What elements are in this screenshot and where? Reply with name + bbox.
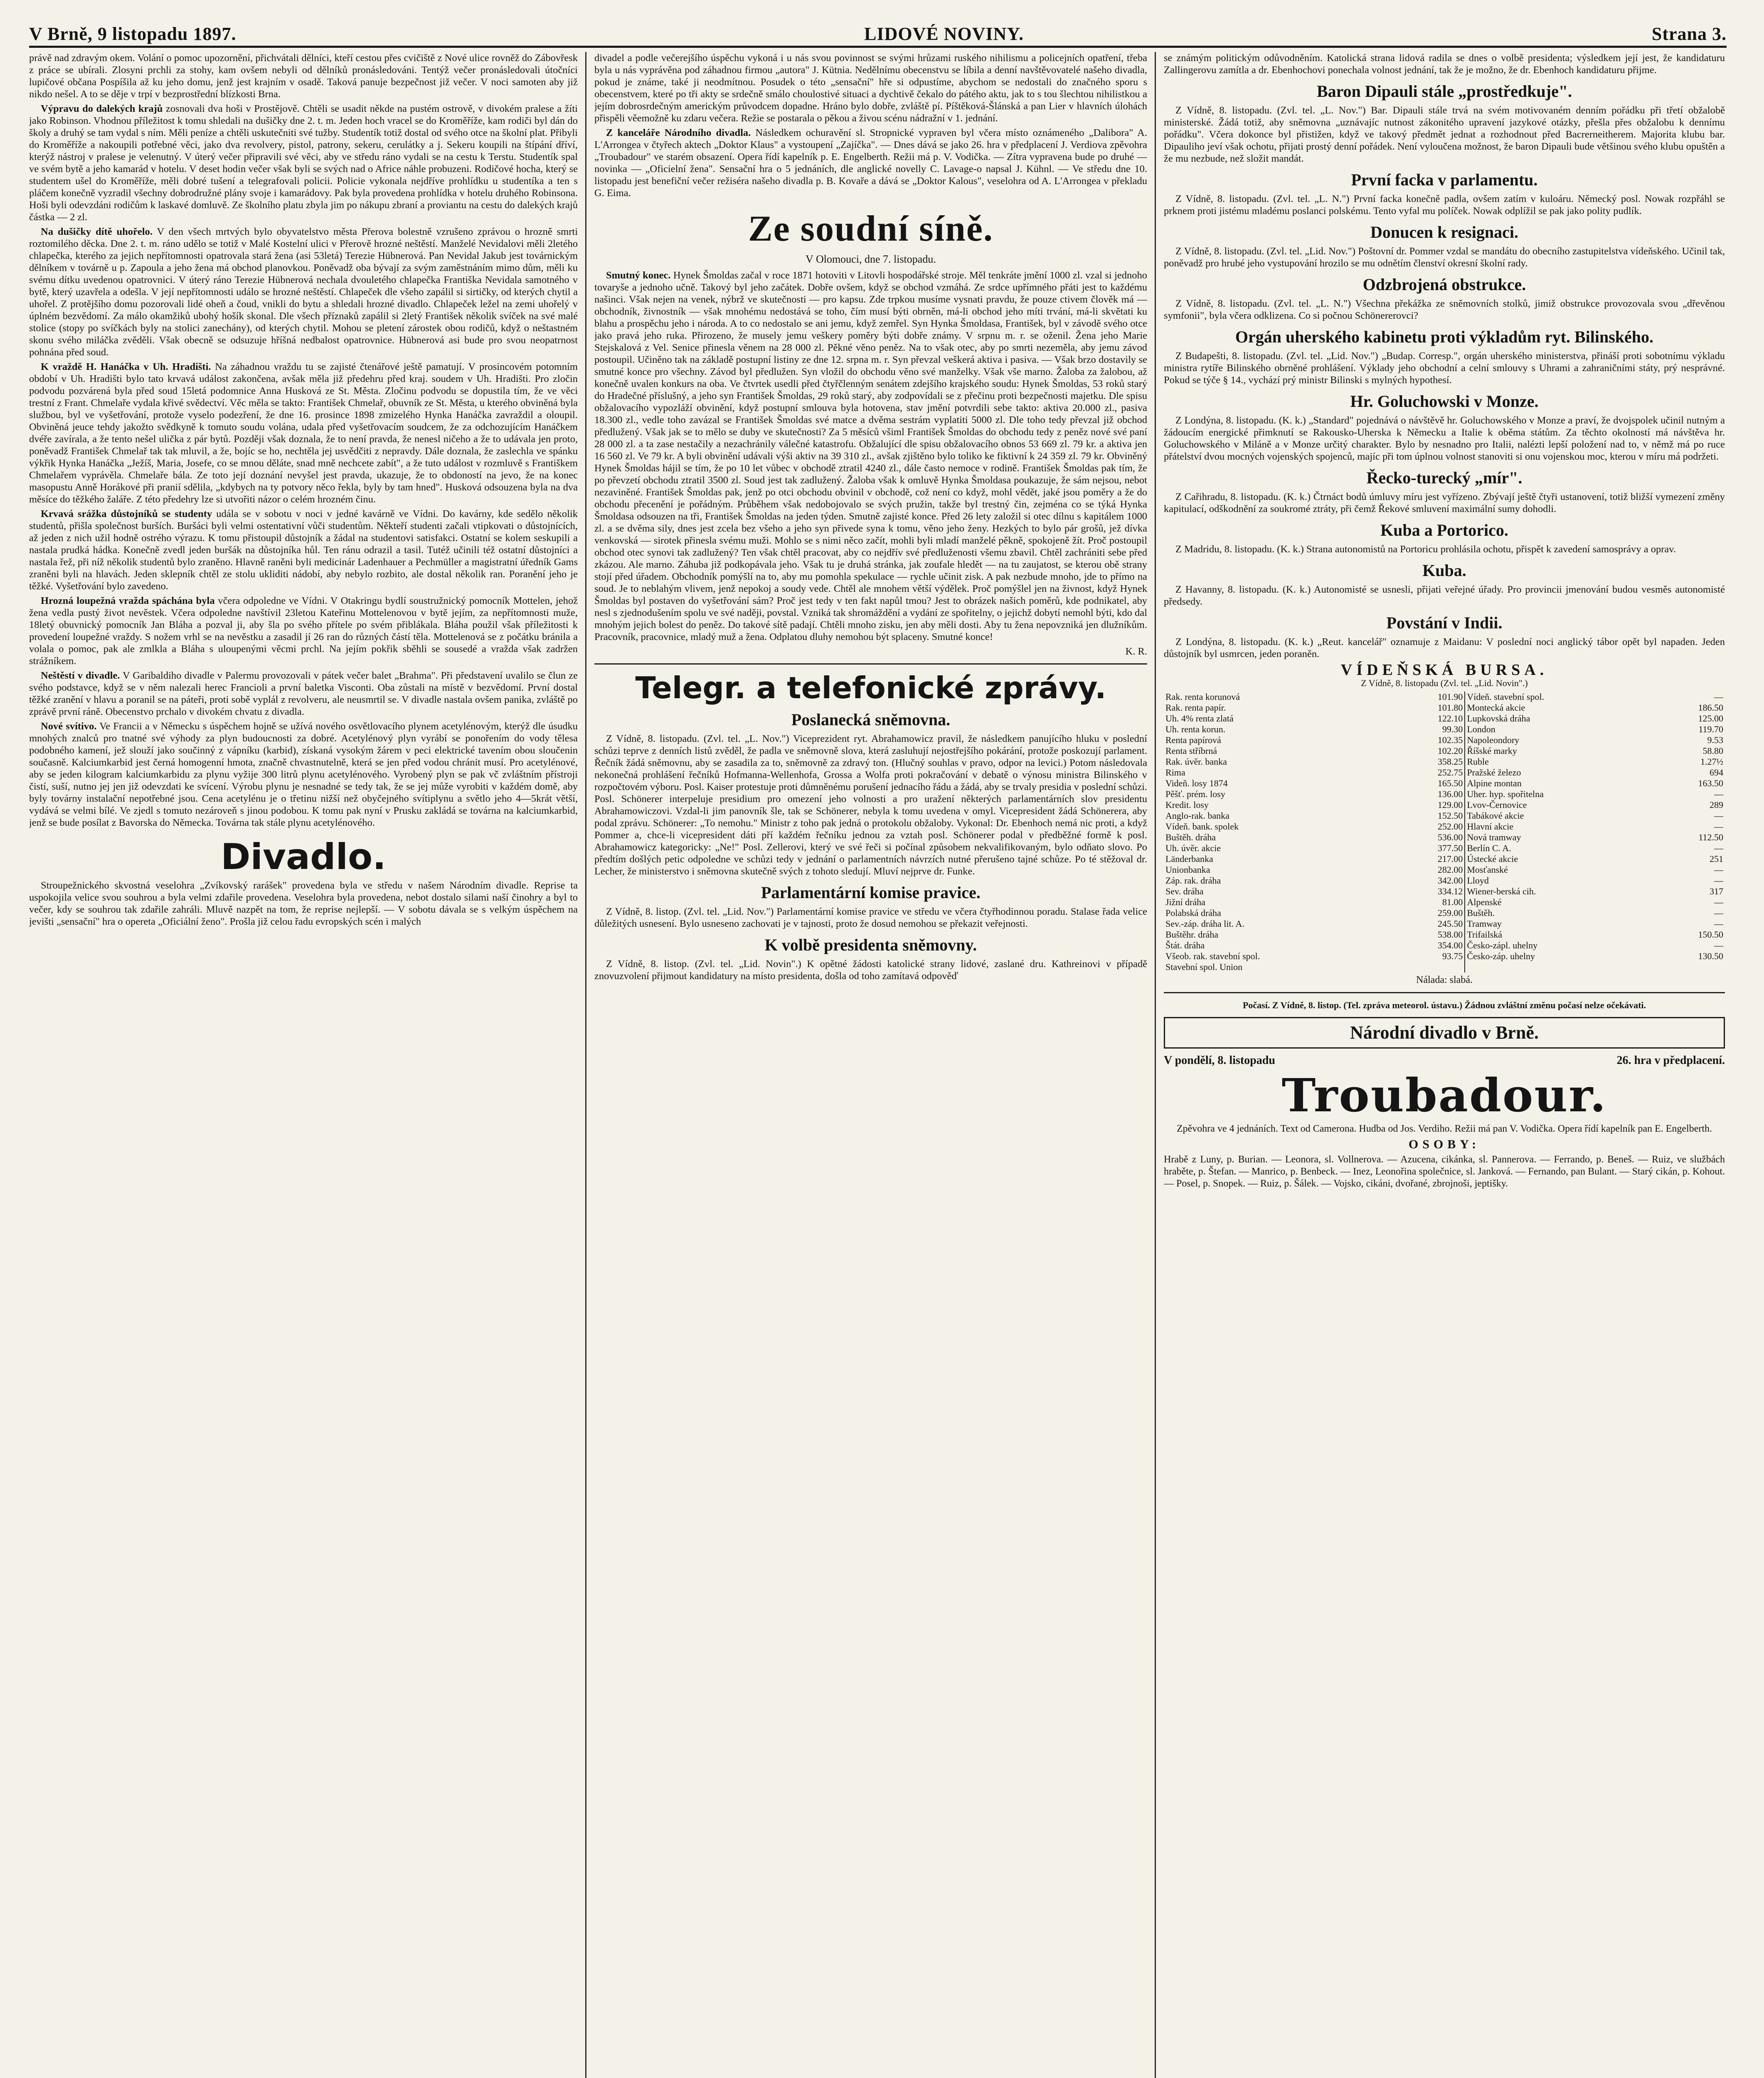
article-text: Z Havanny, 8. listopadu. (K. k.) Autonomisté se usnesli, přijati veřejné úřady. Pro provincii jmenování budou vesměs autonomisté předsedy. — [1164, 584, 1725, 607]
bourse-name: Pražské železo — [1467, 767, 1521, 778]
bourse-value: 9.53 — [1707, 735, 1723, 745]
bourse-row — [1164, 746, 1725, 756]
theatre-subscription: 26. hra v předplacení. — [1616, 1054, 1725, 1067]
article-text: právě nad zdravým okem. Volání o pomoc upozornění, přichvátali dělníci, kteří cestou přes cvičiště z Nové ulice rovněž do Zábovřesk z práce se ubírali. Zlosyni prchli za stohy, kam ovšem nebyli od dělníků pronásledováni. Tentýž večer pronásledovali útočníci lupičové občana Pospíšila až ku jeho domu, jenž jest krajním v osadě. Taková panuje bezpečnost již večer. V noci samoten aby již nikdo nešel. A to se děje v trpí v bezprostřední blízkosti Brna. — [29, 52, 578, 100]
article-text: Z Vídně, 8. listopadu. (Zvl. tel. „Lid. Nov.") Poštovní dr. Pommer vzdal se mandátu do obecního zastupitelstva vídeňského. Učinil tak, poněvadž pro hrubé jeho vystupování hrozilo se mu odnětím členství okresní školní rady. — [1164, 246, 1725, 269]
column-2 — [594, 52, 1147, 2078]
bourse-name: Polabská dráha — [1165, 908, 1221, 918]
subsection-title: Donucen k resignaci. — [1370, 223, 1518, 241]
article — [29, 226, 578, 358]
article — [29, 670, 578, 718]
bourse-value — [1396, 962, 1465, 973]
bourse-name: Berlín C. A. — [1467, 843, 1511, 853]
bourse-value: 289 — [1710, 800, 1723, 810]
bourse-value: — — [1714, 897, 1723, 907]
play-title: Troubadour. — [1281, 1069, 1607, 1122]
bourse-row — [1164, 918, 1725, 929]
bourse-name: Uh. úvěr. akcie — [1165, 843, 1221, 853]
article — [29, 720, 578, 829]
bourse-value: — — [1714, 821, 1723, 832]
subsection-title: Kuba a Portorico. — [1380, 521, 1508, 539]
theatre-dateline — [1164, 1054, 1725, 1066]
bourse-row — [1164, 789, 1725, 800]
bourse-value: 136.00 — [1396, 789, 1465, 800]
bourse-value: — — [1714, 908, 1723, 918]
bourse-name — [1465, 962, 1657, 973]
bourse-row — [1164, 767, 1725, 778]
bourse-row — [1164, 929, 1725, 940]
bourse-value: — — [1714, 918, 1723, 929]
article — [29, 595, 578, 667]
weather-note: Počasí. Z Vídně, 8. listop. (Tel. zpráva meteorol. ústavu.) Žádnou zvláštní změnu počasí nelze očekávati. — [1242, 1000, 1646, 1010]
bourse-value: — — [1714, 789, 1723, 799]
bourse-name: Rima — [1165, 767, 1185, 778]
bourse-name: Buštěh. dráha — [1165, 832, 1216, 842]
bourse-value: 334.12 — [1396, 886, 1465, 897]
article-text: V den všech mrtvých bylo obyvatelstvo města Přerova bolestně vzrušeno zprávou o hrozně smrti roztomilého děcka. Dne 2. t. m. ráno udělo se totiž v Malé Kostelní ulici v Přerově hrozné neštěstí. Manželé Nevidalovi měli 2letého chlapečka, kterého za jejich nepřítomnosti opatrovala stará žena (asi 53letá) Terezie Hübnerová. Pan Nevidal Jakub jest továrnickým dělníkem v továrně u p. Zapoula a jeho žena má obchod planovkou. Poněvadž oba bývají za svým zaměstnáním mimo dům, měli ku svému dítku uvedenou opatrovnici. V úterý ráno Terezie Hübnerová nechala dvouletého chlapečka Františka Nevidala samotného v bytě, který uzavřela a odešla. V její nepřítomnosti událo se hrozné neštěstí. Chlapeček dle všeho zapálil si sirtičky, od kterých chytil a uhořel. Z protějšího domu pozorovali lidé oheň a čoud, vnikli do bytu a shledali hrozné divadlo. Chlapeček ležel na zemi uhořelý v úplném bezvědomí. Za málo okamžiků ubohý hošík skonal. Dle všech příznaků zapálil si 2letý František několik svíček na své malé stolice (stopy po svíčkách byly na stolici zanechány), od kterých chytil. Mohou se pletení zárostek obou rodičů, když o neštastném skonu svého miláčka zvěděli. Však obecně se odsuzuje hříšná nedbalost opatrovnice. Hübnerová asi bude pro svou neopatrnost pohnána před soud. — [29, 226, 578, 358]
article-text: Z Vídně, 8. listopadu. (Zvl. tel. „L. N.") Všechna překážka ze sněmovních stolků, jimiž obstrukce provozovala svou „dřevěnou symfonii", byla včera odklizena. Co si počnou Schönererovci? — [1164, 298, 1725, 321]
bourse-value: 536.00 — [1396, 832, 1465, 843]
bourse-name: Česko-zápl. uhelny — [1467, 940, 1538, 950]
bourse-name: Záp. rak. dráha — [1165, 875, 1221, 886]
bourse-value: — — [1714, 843, 1723, 853]
bourse-value — [1657, 962, 1725, 973]
article-text: Z Londýna, 8. listopadu. (K. k.) „Standard" pojednává o návštěvě hr. Goluchowského v Monze a praví, že dvojspolek učinil nutným a žádoucím energické přimknutí se Rakousko-Uherska k Německu a Italie k oběma státům. Za těchto okolností má návštěva hr. Goluchowského v Miláně a v Monze určitý charakter. Bylo by nesnadno pro Italii, nalézti lepší položení nad to, v němž má po ruce přátelství dvou mocných vojenských spojenců, majíc při tom úplnou volnost stanoviti si onu vojenskou moc, kterou v míru má podržeti. — [1164, 415, 1725, 462]
bourse-name: Ústecké akcie — [1467, 854, 1518, 864]
bourse-row — [1164, 702, 1725, 713]
bourse-value: 112.50 — [1698, 832, 1723, 842]
bourse-row — [1164, 713, 1725, 724]
bourse-row — [1164, 854, 1725, 864]
section-rule — [1164, 992, 1725, 993]
bourse-value: — — [1714, 875, 1723, 886]
article-lead: Hrozná loupežná vražda spáchána byla — [41, 595, 215, 606]
article-text: Ve Francii a v Německu s úspěchem hojně se užívá nového osvětlovacího plynem acetylénovým, kterýž dle úsudku mnohých znalců pro tnatné své výhody za plyn budoucnosti za dobré. Acetylénový plyn vyrábí se ponořením do vody tělesa podobného kamení, jež slouží jako součinný z vápníku (karbid), získaná vysokým žárem v peci elektrické tavením obou sloučenin současně. Kalciumkarbid jest černá homogenní hmota, značně chvastnutelně, která se jen před vodou chránit musí. Pro acetylénové, aby se jeden kilogram kalciumkarbidu za plynu vyžije 300 litrů plynu acetylénového. Vyrobený plyn se pak vč zvláštním přístroji čistí, suší, nutno jej jen již odevzdati ke svícení. Výrobu plynu je nesnadné se tedy tak, že se jej může vyrobiti v každém domě, aby byly továrny instalační nepotřebné jsou. Cena acetylénu je o třetinu nižší než obyčejného svítiplynu a světlo jeho 4—5krát větší, vydává se velmi bílé. Ve zjedl s tomuto nezároveň s jinou podobou. K tomu pak nyní v Prusku zakládá se továrna na kalciumkarbid, jenž se bude posílat z Bavorska do Německa. Továrna tak stále plynu acetylénového. — [29, 721, 578, 828]
bourse-name: Ruble — [1467, 756, 1489, 767]
article-text: Z Budapešti, 8. listopadu. (Zvl. tel. „Lid. Nov.") „Budap. Corresp.", orgán uherského ministerstva, přináší proti sobotnímu výkladu ministra rytíře Bilinského obrněné prohlášení. Výklady jeho obchodní a celní smlouvy s Uhrami a zahraničními státy, prý nesprávné. Pokud se týče § 14., vychází prý ministr Bilinski s mylných hypothesí. — [1164, 350, 1725, 386]
bourse-name: Videň. losy 1874 — [1165, 778, 1228, 788]
bourse-name: Vídeň. stavební spol. — [1467, 692, 1545, 702]
article-lead: Krvavá srážka důstojníků se studenty — [41, 508, 212, 520]
bourse-value: 317 — [1710, 886, 1723, 896]
subsection-title: Povstání v Indii. — [1386, 613, 1503, 632]
subsection-title: K volbě presidenta sněmovny. — [764, 936, 977, 954]
bourse-mood: Nálada: slabá. — [1416, 975, 1473, 985]
bourse-name: Alpine montan — [1467, 778, 1522, 788]
bourse-value: 186.50 — [1698, 702, 1723, 713]
bourse-name: Renta papírová — [1165, 735, 1221, 745]
article-text: Stroupežnického skvostná veselohra „Zvíkovský rarášek" provedena byla ve středu v našem Národním divadle. Reprise ta uspokojila velice svou souhrou a byla velmi zdařile provedena. Veselohra byla provedena, nebot dostalo silami naší činohry a byl to večer, kdy se souhrou tak zdařile zahráli. Mluvě nazpět na tom, že reprise nejlepší. — V sobotu dávala se s velkým úspěchem na jevišti „sensační" hra o opereta „Oficiální ženo". Prošla již celou řadu evropských scén i malých — [29, 880, 578, 927]
bourse-name: Trifailská — [1467, 929, 1503, 940]
bourse-row — [1164, 735, 1725, 746]
article-text: včera odpoledne ve Vídni. V Otakringu bydlí soustružnický pomocník Mottelen, jehož žena vedla pustý život nevěstek. Včera odpoledne navštívil 23letou Kateřinu Mottelenovou v bytě jejím, za nepřítomnosti muže, 18letý obuvnický pomocník Jan Bláha a pozval ji, aby šla po svého přítele po svém přiblákala. Bláha použil však příležitosti k provedení loupežné vraždy. S nožem vrhl se na nevěstku a zasadil jí 26 ran do různých částí těla. Mottelenová se z počátku bránila a volala o pomoc, pak ale zmlkla a Bláha s uloupenými věcmi prchl. Na jejím pokřik sběhli se sousedé a vražda však zadržen strážníkem. — [29, 595, 578, 667]
article-lead: Neštěstí v divadle. — [41, 670, 120, 681]
section-title-divadlo: Divadlo. — [221, 836, 386, 878]
bourse-row — [1164, 832, 1725, 843]
article — [29, 508, 578, 592]
article-lead: Nové svítivo. — [41, 721, 97, 732]
bourse-row — [1164, 724, 1725, 735]
bourse-name: Uh. renta korun. — [1165, 724, 1226, 734]
bourse-name: Rak. úvěr. banka — [1165, 756, 1227, 767]
subsection-title: Řecko-turecký „mír". — [1366, 468, 1523, 487]
bourse-name: Montecká akcie — [1467, 702, 1525, 713]
bourse-name: Anglo-rak. banka — [1165, 810, 1229, 821]
bourse-name: Kredit. losy — [1165, 800, 1209, 810]
bourse-name: Štát. dráha — [1165, 940, 1205, 950]
bourse-value: 377.50 — [1396, 843, 1465, 854]
bourse-name: Vídeň. bank. spolek — [1165, 821, 1239, 832]
section-title-telegrams: Telegr. a telefonické zprávy. — [635, 670, 1106, 705]
article-text: Následkem ochuravění sl. Stropnické vypraven byl včera místo oznámeného „Dalibora" A. L'Arrongea v čtyřech aktech „Doktor Klaus" a vystoupení „Zajíčka". — Dnes dává se jako 26. hra v předplacení J. Verdiova zpěvohra „Troubadour" ve starém obsazení. Opera řídí kapelník p. E. Engelberth. Režii má p. V. Vodička. — Zítra vypravena bude po druhé — novinka — „Oficielní žena". Sensační hra o 5 jednáních, dle anglické novelly C. Lavage-o napsal J. Kühnl. — Ve středu dne 10. listopadu jest benefiční večer režiséra našeho divadla p. B. Kovaře a dává se „Doktor Kalous", veselohra od A. L'Arrongea v překladu G. Eima. — [594, 127, 1147, 199]
bourse-value: 252.00 — [1396, 821, 1465, 832]
article-text: Z Cařihradu, 8. listopadu. (K. k.) Čtrnáct bodů úmluvy míru jest vyřízeno. Zbývají ještě čtyři ustanovení, totiž bližší vymezení změny kapitulací, odškodnění za soukromé ztráty, při čemž Řekové smluvení maximální sumy dohodli. — [1164, 491, 1725, 515]
bourse-value: 99.30 — [1396, 724, 1465, 735]
bourse-value: 251 — [1710, 854, 1723, 864]
bourse-value: 217.00 — [1396, 854, 1465, 864]
bourse-name: Uh. 4% renta zlatá — [1165, 713, 1234, 724]
article-lead: K vraždě H. Hanáčka v Uh. Hradišti. — [41, 361, 211, 372]
bourse-name: Stavební spol. Union — [1165, 962, 1243, 972]
bourse-name: Rak. renta korunová — [1165, 692, 1240, 702]
bourse-name: Mosťanské — [1467, 864, 1508, 875]
bourse-name: Jižní dráha — [1165, 897, 1205, 907]
bourse-value: 81.00 — [1396, 897, 1465, 908]
header-date: V Brně, 9 listopadu 1897. — [29, 23, 237, 44]
bourse-name: Sev.-záp. dráha lit. A. — [1165, 918, 1244, 929]
newspaper-title: LIDOVÉ NOVINY. — [864, 23, 1024, 44]
theatre-title: Národní divadlo v Brně. — [1350, 1022, 1539, 1043]
bourse-value: 342.00 — [1396, 875, 1465, 886]
bourse-name: Sev. dráha — [1165, 886, 1204, 896]
bourse-name: Lloyd — [1467, 875, 1489, 886]
bourse-value: 152.50 — [1396, 810, 1465, 821]
article-lead: Smutný konec. — [606, 270, 671, 281]
bourse-value: 150.50 — [1698, 929, 1723, 940]
subsection-title: První facka v parlamentu. — [1351, 170, 1538, 189]
bourse-row — [1164, 886, 1725, 897]
section-dateline: V Olomouci, dne 7. listopadu. — [806, 253, 936, 265]
page-header — [29, 23, 1727, 44]
theatre-date: V pondělí, 8. listopadu — [1164, 1054, 1275, 1067]
bourse-name: Buštěh. — [1467, 908, 1495, 918]
bourse-value: 694 — [1710, 767, 1723, 778]
bourse-value: — — [1714, 864, 1723, 875]
bourse-name: Hlavní akcie — [1467, 821, 1514, 832]
bourse-name: Pěšť. prém. losy — [1165, 789, 1225, 799]
bourse-name: Unionbanka — [1165, 864, 1210, 875]
theatre-box — [1164, 1017, 1725, 1049]
bourse-name: Tramway — [1467, 918, 1502, 929]
bourse-row — [1164, 897, 1725, 908]
article-lead: Výpravu do dalekých krajů — [41, 103, 163, 114]
article-text: Na záhadnou vraždu tu se zajisté čtenářové ještě pamatují. V prosincovém potomním období v Uh. Hradišti bylo tato krvavá událost zakončena, avšak měla již předehru před kraj. soudem v Uh. Hradišti. Pro zločin podvodu pozvárená byla před soud 15letá podomnice Anna Husková ze St. Města. Zločinu podvodu se dopustila tím, že ve věci trestní z Frant. Chmelaře vydala křivé svědectví. Věc měla se takto: František Chmelař, obuvník ze St. Města, u kterého obviněná byla službou, byl ve vyšetřování, protože vyselo podezření, že dne 16. prosince 1898 zmizelého Hynka Hanáčka zavraždil a oloupil. Obviněná jeuce tehdy jakožto svědkyně k tomuto soudu volána, udala před vyšetřovacím soudcem, že za odchozujícím Hanáčkem dvéře zavírala, a že tento nešel ulička z pár bytů. Později však doznala, že to není pravda, že nenesl ničeho a že to udávala jen proto, poněvadž František Chmelař tak tak mluvil, a že, bojíc se ho, nechtěla jej usvědčiti z nepravdy. Dále doznala, že zaslechla ve spánku výkřik Hynka Hanáčka „Ježíš, Maria, Josefe, co se mnou děláte, snad mně nechcete zabít", a že tuto událost v rozmluvě s Františkem Chmelařem vyprávěla. Chmelaře bála. Ze toto její doznání nevyšel jest pravda, ukazuje, že to obdoností na jevo, že na konec masopustu Anně Horákové při pranií sdělila, „kdybych na ty potvory něco řekla, byly by tam hned". Husková odsouzena byla na dva měsíce do těžkého žaláře. Z této předehry lze si utvořiti názor o celém hrozném činu. — [29, 361, 578, 505]
cast-heading: OSOBY: — [1408, 1137, 1481, 1151]
article — [594, 127, 1147, 199]
section-title-soudni-sin: Ze soudní síně. — [748, 209, 993, 249]
article-text: Z Vídně, 8. listop. (Zvl. tel. „Lid. Nov.") Parlamentární komise pravice ve středu ve včera čtyřhodinnou poradu. Stalase řada velice důležitých usnesení. Bylo usneseno zachovati je v tajnosti, proto že dosud nemohou se překazit veřejnosti. — [594, 906, 1147, 929]
bourse-row — [1164, 778, 1725, 789]
bourse-value: 538.00 — [1396, 929, 1465, 940]
column-divider-2 — [1155, 52, 1156, 2078]
article — [594, 269, 1147, 643]
article-text: Z Londýna, 8. listopadu. (K. k.) „Reut. kancelář" oznamuje z Maidanu: V poslední noci anglický tábor opět byl napaden. Jeden důstojník byl usmrcen, jeden poraněn. — [1164, 636, 1725, 660]
bourse-row — [1164, 810, 1725, 821]
bourse-name: Länderbanka — [1165, 854, 1213, 864]
bourse-row — [1164, 908, 1725, 918]
subsection-title: Poslanecká sněmovna. — [791, 710, 951, 729]
article-text: Z Vídně, 8. listop. (Zvl. tel. „Lid. Novin".) K opětné žádosti katolické strany lidové, zaslané dru. Kathreinovi v případě znovuzvolení přijmout kandidatury na místo presidenta, došla od toho zamítavá odpověď — [594, 958, 1147, 982]
bourse-value: — — [1714, 692, 1723, 702]
bourse-name: Wiener-berská cih. — [1467, 886, 1536, 896]
bourse-name: Alpenské — [1467, 897, 1502, 907]
bourse-value: 93.75 — [1396, 951, 1465, 962]
bourse-dateline: Z Vídně, 8. listopadu (Zvl. tel. „Lid. Novin".) — [1361, 678, 1528, 688]
bourse-name: Lupkovská dráha — [1467, 713, 1530, 724]
bourse-value: 282.00 — [1396, 864, 1465, 875]
bourse-name: Uher. hyp. spořitelna — [1467, 789, 1544, 799]
subsection-title: Orgán uherského kabinetu proti výkladům ryt. Bilinského. — [1235, 327, 1654, 346]
column-3 — [1164, 52, 1725, 2078]
bourse-name: Buštěhr. dráha — [1165, 929, 1219, 940]
bourse-value: 358.25 — [1396, 756, 1465, 767]
article-signature: K. R. — [1125, 646, 1147, 657]
subsection-title: Hr. Goluchowski v Monze. — [1350, 392, 1539, 411]
bourse-value: 102.35 — [1396, 735, 1465, 746]
bourse-table — [1164, 692, 1725, 973]
article-text: V Garibaldiho divadle v Palermu provozovali v pátek večer balet „Brahma". Při představení uvalilo se člun ze svého podstavce, když se v něm nalezali herec Francioli a první baletka Visconti. Oba zůstali na místě v bezvědomí. První dostal těžké zranění v hlavu a poranil se na páteři, proti sobě vyplál z revolveru, ale neusmrtil se. V divadle nastala ovšem panika, zvláště po zprávě první ráně. Obecenstvo prchalo v divokém chvatu z divadla. — [29, 670, 578, 717]
article-text: divadel a podle večerejšího úspěchu vykoná i u nás svou povinnost se svými hrůzami ruského nihilismu a policejních opatření, třeba byla u nás vyprávěna pod záhadnou firmou „autora" J. Kütnia. Nedělnímu obecenstvu se líbila a denní navštěvovatelé našeho divadla, pokud je známe, také ji neodmítnou. Posudek o této „sensační" hře si odpustíme, abychom se nedostali do značného sporu s obecenstvem, které po tři akty se srdečně smálo choulostivé situaci a dychtivě čekalo do pátého aktu, jak to s tou šlechtou nihilistkou a jejím dobrosrdečným americkým průvodcem dopadne. Hráno bylo dobře, zvláště pí. Píštěková-Šlánská a pan Lier v hlavních úlohách přispěli věemožně ku zdaru večera. Režie se postarala o pěkou a živou scénu nádražní v 1. jednání. — [594, 52, 1147, 124]
bourse-name: Česko-záp. uhelny — [1467, 951, 1535, 961]
bourse-value: 129.00 — [1396, 800, 1465, 810]
bourse-name: Renta stříbrná — [1165, 746, 1217, 756]
article-text: Hynek Šmoldas začal v roce 1871 hotoviti v Litovli hospodářské stroje. Měl tenkráte jmění 1000 zl. vzal si jednoho tovaryše a jednoho učně. Takový byl jeho začátek. Dobře ovšem, když se obchod vzmáhá. Ze srdce upřímného přáti jest to každému našinci. Však nejen na venek, nýbrž ve skutečnosti — pro kapsu. Zde trpkou musíme vysnati pravdu, že pouze ctivem člověk má — obchodník, živnostník — však mnohému nedostává se toho, čím musí býti obrněn, má-li obchod jeho míti trvání, má-li skvětati ku blahu a prospěchu jeho i národa. A to co nedostalo se ani jemu, když zemřel. Syn Hynka Šmoldasa, František, byl v závodě svého otce jako pravá jeho ruka. Přirozeno, že musely jemu veškery poměry býti dobře známy. V srpnu m. r. se oženil. Žena jeho Marie Stejskalová z Vel. Senice přinesla věnem na 28 000 zl. Pěkné věno peněz. Na to však otec, aby po smrti nezeměla, aby jemu závod postoupil. Učiněno tak na základě postupní listiny ze dne 12. srpna m. r. Syn převzal veškerá aktiva i pasiva. — Však brzo dostavily se smutné konce pro všechny. Závod byl předlužen. Syn vložil do obchodu věno své manželky. Však vše marno. Žaloba za žalobou, až konečně uvalen konkurs na oba. Ve čtvrtek usedli před čtyřčlenným senátem zdejšího krajského soudu: Hynek Šmoldas, 53 roků starý do Hradečné příslušný, a jeho syn František Šmoldas, 29 roků starý, aby zodpovídali se z přečinu proti bezpečnosti majetku. Dle spisu obžalovacího vypozláží obvinění, když postupní smlouva byla hotovena, stav jmění potvrdili sebe takto: aktiva 20.000 zl., pasiva 18.300 zl., vedle toho zavázal se František Šmoldas své matce a dvěma sestrám vyplatiti 5000 zl. Dle toho tedy převzal již obchod předlužený. Však jak se to mělo se duby ve skutečnosti? Za 5 měsíců všiml František Šmoldas do obchodu tedy z peněz nové své paní 28 000 zl. a ta zase nestačily a nezachránily válečné katastrofu. Obžalující dle spisu obžalovacího obnos 53 669 zl. 79 kr. a aktiva jen 16 560 zl. Ve 79 kr. A byli obvinění udávali výši aktiv na 39 310 zl., avšak zjištěno bylo toliko ke fiktivní k 24 359 zl. 79 kr. Obviněný Hynek Šmoldas hájil se tím, že po 10 let vůbec v obchodě ztratil 4240 zl., dále často nemoce v rodině. František Šmoldas pak tím, že po převzetí obchodu ztratil 3500 zl. Soud jest tak zadlužený. Žaloba však k omluvě Hynka Šmoldasa poukazuje, že sám nejsou, nebot nezaviněné. František Šmoldas pak, jenž po otci obchodu obvinil v obchodě, což není co když, mohl vědět, jaké jsou poměry a že do obchodu přecenění je pořádným. Průběhem však nedobojovalo se svých pružin, takže byl trestný čin, zejména co se týká Hynka Šmoldasa odsouzen na tři, František Šmoldas na jeden týden. Smutně zajisté konce. Před 26 lety založil si otec dílnu s kapitálem 1000 zl. a se dvěma sily, dnes jest zcela bez všeho a jeho syn přivede syna k tomu, věno jeho ženy. Hezkých to bylo pár grošů, jež dívka venkovská — sirotek přinesla svému muži. Mohlo se s nimi něco začít, mohli byli mladí manželé pěkně, spokojeně žít. Proč postoupil obchod otec synovi tak zadlužený? Ten však chtěl pracovat, aby co nejdřív své předluženosti všemu zbavil. Chtěl zachrániti sebe před zkázou. Ale marno. Záhuba již podkopávala jeho. Však tu je druhá stránka, jak zoufale hledět — na tu zaujatost, se kterou obě strany stojí před úřadem. Obchodník pomýšlí na to, aby mu pomohla spekulace — rychle učinit zisk. A pak nezbude mnoho, jde to přímo na soud. Je to neblahým vlivem, jenž nepokoj a soudy vede. Chtěl ale mnohem větší výdělek. Proč pomýšlel jen na živnost, když Hynek Šmoldas byl postaven do vyšetřování sám? Proč jest tedy v ten fakt napůl tmou? Jest to obrázek našich poměrů, kde podnikatel, aby nesl s zjednodušením spolu ve své naději, povstal. Vzniká tak shromáždění a vydání ze spořitelny, o jejichž dobytí nemohl býti, kdo dal mnohým jejich bolest do peněz. Do takové sítě padají. Chtěli mnoho zisku, jen aby měli dosti. Aby tu žena nepovzniká jen dlužníkům. Pracovník, pracovnice, mladý muž a žena. Odplatou dluhy nemohou být splaceny. Smutné konce! — [594, 270, 1147, 643]
bourse-row — [1164, 800, 1725, 810]
header-rule — [29, 46, 1727, 48]
bourse-name: Rak. renta papír. — [1165, 702, 1226, 713]
bourse-value: 1.27½ — [1700, 756, 1723, 767]
subsection-title: Baron Dipauli stále „prostředkuje". — [1316, 82, 1572, 101]
bourse-row — [1164, 875, 1725, 886]
article-text: se známým politickým odůvodněním. Katolická strana lidová radila se dnes o volbě presidenta; výsledkem její jest, že kandidaturu Zallingerovu zamítla a dr. Ebenhochovi ponechala volnost jednání, tak že je možno, že dr. Ebenhoch kandidaturu přijme. — [1164, 52, 1725, 76]
bourse-value: 125.00 — [1698, 713, 1723, 724]
bourse-row — [1164, 756, 1725, 767]
article — [29, 361, 578, 505]
bourse-value: 119.70 — [1698, 724, 1723, 734]
bourse-title: VÍDEŇSKÁ BURSA. — [1340, 661, 1548, 679]
bourse-value: 245.50 — [1396, 918, 1465, 929]
article-text: zosnovali dva hoši v Prostějově. Chtěli se usadit někde na pustém ostrově, v divokém pralese a žíti jako Robinson. Vhodnou příležitost k tomu shledali na dušičky dne 2. t. m. Jeden hoch vracel se do Kroměříže, kam rodiči byl dán do školy a druhý se tam vydal s ním. Měli peníze a chtěli uskutečniti své tužby. Studentík totiž dostal od svého otce na školní plat. Přibyli do Kroměříže a nakoupili potřebné věci, jako dva revolvery, pistol, patrony, sekeru, cerulátky a j. Sekeru koupili na štípání dříví, kterýž nástroj v pralese je velenutný. V úterý večer připravili své věci, aby ve středu ráno vydali se na cestu k Terstu. Studentík spal ve svém bytě a jeho kamarád v hotelu. V deset hodin večer však byli se svých nad o Africe náhle probuzeni. Rodičové hocha, který se studentem ušel do Kroměříže, měli dobré tušení a telegrafovali policii. Policie vykonala nejdříve prohlídku u studentíka a ten s pláčem konečně vyzradil všechny dobrodružné plány svoje i kamarádovy. Pak byla provedena prohlídka v hotelu druhého Robinsona. Hoši byli odevzdáni rodičům k laskavé domluvě. Ze školního platu zbyla jim po nákupu zbraní a proviantu na cestu do dalekých krajů částka — 2 zl. — [29, 103, 578, 223]
bourse-value: 354.00 — [1396, 940, 1465, 951]
bourse-value: 58.80 — [1702, 746, 1723, 756]
bourse-value: 165.50 — [1396, 778, 1465, 789]
bourse-value: — — [1714, 940, 1723, 950]
bourse-name: Nová tramway — [1467, 832, 1521, 842]
bourse-name: Všeob. rak. stavební spol. — [1165, 951, 1260, 961]
article — [29, 103, 578, 223]
bourse-value: 101.80 — [1396, 702, 1465, 713]
column-1 — [29, 52, 578, 2078]
cast-list: Hrabě z Luny, p. Burian. — Leonora, sl. Vollnerova. — Azucena, cikánka, sl. Pannerova. — Ferrando, p. Beneš. — Ruiz, ve službách hraběte, p. Štefan. — Manrico, p. Benbeck. — Inez, Leonořina společnice, sl. Janková. — Fernando, pan Bulant. — Starý cikán, p. Kohout. — Posel, p. Snopek. — Ruiz, p. Šálek. — Vojsko, cikáni, dvořané, zbrojnoši, jeptišky. — [1164, 1154, 1725, 1189]
article-text: Z Vídně, 8. listopadu. (Zvl. tel. „L. Nov.") Bar. Dipauli stále trvá na svém motivovaném denním pořádku při třetí obžalobě ministerské. Žádá totiž, aby sněmovna „uznávajíc nutnost zákonitého upravení jazykové otázky, přešla přes obžalobu k dennímu pořádku". Včera dokonce byl přistižen, když ve takový předmět jednat a rozhodnout před Bacrerneitherem. Majorita klubu bar. Dipauliho jeví však ochotu, přijati prostý denní pořádek. Není vyloučena možnost, že baron Dipauli bude většinou svého klubu opuštěn a že mu nezbude, než složit mandát. — [1164, 105, 1725, 164]
bourse-row — [1164, 864, 1725, 875]
bourse-value: 101.90 — [1396, 692, 1465, 702]
article-text: udála se v sobotu v noci v jedné kavárně ve Vídni. Do kavárny, kde sedělo několik studentů, přišla společnost burších. Buršáci byli velmi ostentativní vůči studentům. Někteří studenti začali vtipkovati o důstojnících, až jeden z nich užil hodně ostrého výrazu. K tomu přistoupil důstojník a žádal na studentovi satisfakci. Ostatní se kolem seskupili a nastala prudká hádka. Konečně zvedl jeden buršák na důstojníka hůl. Ten ránu odrazil a tasil. Tutéž učinili též ostatní důstojníci a nastala řež, při níž několik studentů bylo zraněno. Hlavně raněni byli medicinár Ladenhauer a Pechmüller a magistratní úředník Gams zraněni byli na hlavách. Jeden sklepník chtěl ze stolu ukliditi nádobí, aby nebylo rozbito, ale dostal několik ran. Poranění jeho je těžké. Vyšetřování bylo zavedeno. — [29, 508, 578, 592]
bourse-name: Napoleondory — [1467, 735, 1520, 745]
page-number: Strana 3. — [1651, 23, 1727, 44]
article-text: Z Vídně, 8. listopadu. (Zvl. tel. „L. Nov.") Viceprezident ryt. Abrahamowicz pravil, že následkem panujícího hluku v poslední schůzi teprve z denních listů zvěděl, že padla ve sněmovně slova, která zasluhují nejostřejšího pokárání, protože poskozují parlament. Řečník žádá sněmovnu, aby se zasadila za to, sněmovně za zdravý ton. (Hlučný souhlas v pravo, odpor na levici.) Potom následovala nekonečná prohlášení řečníků Hofmanna-Wellenhofa, Grossa a Wolfa proti pokračování v debatě o výnosu ministra Bilinského v rozpočtovém výboru. Posl. Kaiser protestuje proti důmněnému porušení jednacího řádu a žádá, aby se trvaly presidia v poslední schůzi. Posl. Schönerer interpeluje presidium pro omezení jeho volnosti a pro uražení některých parlamentárních slov presidentu Abrahamowiczovi. Vzdal-li jim panovník šle, tak se Schönerer, nebyla k tomu uvedena v omyl. Vicepresident žádá Schönerera, aby podal zprávu. Schönerer: „To nemohu." Ministr z toho pak jedná o protokolu obžaloby. Vykonal: Dr. Ebenhoch nemá nic proti, a když Pommer a, chce-li vicepresident dáti pří každém řečníku jednou za vztah posl. Schönerer podal v předběžné formě k posl. Abrahamowicz kategoricky: „Ne!" Posl. Zellerovi, který ve své řeči si počínal způsobem nekvalifikovaným, bylo odňato slovo. Po předtím došlých petic odpoledne ve schůzi tedy v jednání o parlamentních návrzích nutné přerušeno tajné schůze. Po té stěžoval dr. Lecher, že ministerstvo i sněmovna skutečně svých z tohoto sledují. Mluví nejprve dr. Funke. — [594, 733, 1147, 877]
article-lead: Na dušičky dítě uhořelo. — [41, 226, 153, 237]
subsection-title: Kuba. — [1422, 561, 1466, 580]
bourse-name: Tabákové akcie — [1467, 810, 1524, 821]
bourse-name: Říšské marky — [1467, 746, 1517, 756]
bourse-value: 102.20 — [1396, 746, 1465, 756]
bourse-name: London — [1467, 724, 1495, 734]
bourse-value: 259.00 — [1396, 908, 1465, 918]
bourse-name: Lvov-Černovice — [1467, 800, 1527, 810]
subsection-title: Parlamentární komise pravice. — [761, 883, 981, 902]
article-text: Z Madridu, 8. listopadu. (K. k.) Strana autonomistů na Portoricu prohlásila ochotu, přispět k zavedení samosprávy a oprav. — [1175, 544, 1676, 555]
column-divider-1 — [585, 52, 586, 2078]
bourse-row — [1164, 940, 1725, 951]
section-rule — [594, 663, 1147, 665]
bourse-row — [1164, 692, 1725, 702]
article-lead: Z kanceláře Národního divadla. — [606, 127, 751, 138]
bourse-row — [1164, 821, 1725, 832]
article-text: Z Vídně, 8. listopadu. (Zvl. tel. „L. N.") První facka konečně padla, ovšem zatím v kuloáru. Německý posl. Nowak rozpřáhl se prknem proti jistému mladému poslanci polskému. Tento vyfal mu políček. Nowak odplížil se pak jako polity pudlík. — [1164, 193, 1725, 217]
bourse-row — [1164, 951, 1725, 962]
bourse-row — [1164, 962, 1725, 973]
bourse-value: 163.50 — [1698, 778, 1723, 788]
subsection-title: Odzbrojená obstrukce. — [1362, 275, 1526, 294]
bourse-row — [1164, 843, 1725, 854]
play-description: Zpěvohra ve 4 jednáních. Text od Camerona. Hudba od Jos. Verdiho. Režii má pan V. Vodička. Opera řídí kapelník pan E. Engelberth. — [1176, 1123, 1712, 1134]
bourse-value: 252.75 — [1396, 767, 1465, 778]
bourse-value: — — [1714, 810, 1723, 821]
bourse-value: 122.10 — [1396, 713, 1465, 724]
bourse-value: 130.50 — [1698, 951, 1723, 961]
